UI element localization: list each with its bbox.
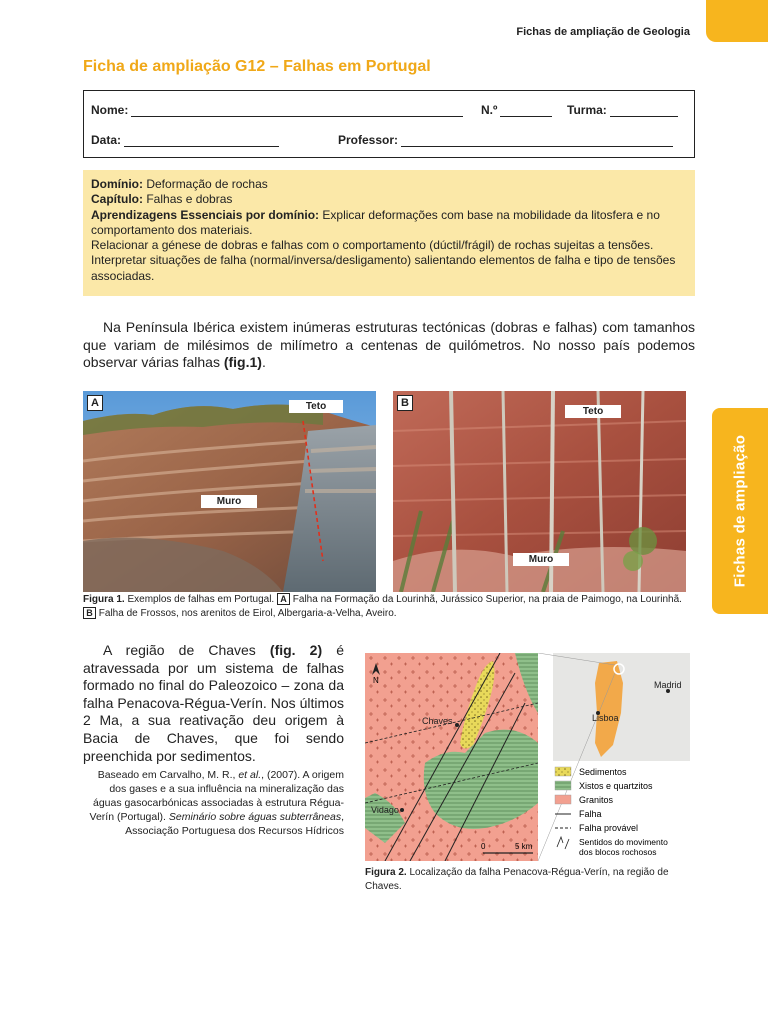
geologic-map [365,653,690,861]
side-tab [712,408,768,614]
photo-b-letter: B [397,395,413,411]
figure-2-map [365,653,690,861]
teacher-label: Professor: [338,133,399,147]
date-label: Data: [91,133,122,147]
scale-0: 0 [481,842,486,851]
header-title: Fichas de ampliação de Geologia [516,26,690,38]
legend-sedimentos: Sedimentos [579,767,627,777]
figure-1-caption-text: Exemplos de falhas em Portugal. [127,594,275,605]
chapter-value: Falhas e dobras [146,192,233,207]
photo-a-image [83,391,376,592]
north-label: N [373,676,379,685]
figure-1-caption-label: Figura 1. [83,594,125,605]
scale-5km: 5 km [515,842,533,851]
student-form [83,90,695,158]
figure-2-caption [365,866,690,894]
chaves-paragraph [83,642,344,765]
legend-granitos: Granitos [579,795,614,805]
intro-paragraph [83,319,695,372]
photo-a [83,391,376,592]
legend-sentidos-2: dos blocos rochosos [579,847,657,857]
chaves-figure-ref: (fig. 2) [269,642,323,658]
reference-journal: Seminário sobre águas subterrâneas [168,811,342,823]
name-field[interactable] [91,103,463,117]
chaves-text-1: A região de Chaves [103,642,270,658]
chaves-label: Chaves [422,716,453,726]
learning-line-2: Relacionar a génese de dobras e falhas com o comportamento (dúctil/frágil) de rochas sujeitas a tensões. [91,238,654,253]
figure-2-caption-text: Localização da falha Penacova-Régua-Verín, na região de Chaves. [365,867,669,892]
figure-1-caption [83,593,683,621]
domain-value: Deformação de rochas [146,177,268,191]
teacher-field[interactable] [338,133,673,147]
photo-a-letter: A [87,395,103,411]
intro-end: . [261,354,266,371]
number-label: N.º [481,103,498,117]
reference-c: , Associação Portuguesa dos Recursos Hídricos [125,811,344,837]
learning-label: Aprendizagens Essenciais por domínio: [91,207,320,222]
learning-info-box [83,170,695,296]
domain-label: Domínio: [91,177,143,191]
legend-falha-provavel: Falha provável [579,823,639,833]
learning-value: Explicar deformações com base na mobilidade da litosfera e no comportamento dos materiais. [91,207,660,237]
legend-xistos: Xistos e quartzitos [579,781,653,791]
chapter-label: Capítulo: [91,192,143,207]
reference-etal: et al. [238,769,262,781]
learning-line-3: Interpretar situações de falha (normal/inversa/desligamento) salientando elementos de falha e tipo de tensões associadas. [91,253,676,283]
name-label: Nome: [91,103,129,117]
page-title: Ficha de ampliação G12 – Falhas em Portugal [83,58,431,75]
madrid-label: Madrid [654,680,682,690]
photo-b [393,391,686,592]
photo-a-teto-label: Teto [289,400,343,413]
photo-b-muro-label: Muro [513,553,569,566]
intro-figure-ref: (fig.1) [223,354,262,371]
reference-b: , (2007). A origem dos gases e a sua influência na mineralização das águas gasocarbónicas associadas à estrutura Régua-Verín (Portugal). [89,769,344,823]
date-field[interactable] [91,133,279,147]
intro-text: Na Península Ibérica existem inúmeras estruturas tectónicas (dobras e falhas) com tamanhos que variam de milésimos de milímetro a centenas de quilómetros. No nosso país podemos observar várias falhas [83,319,695,371]
legend-falha: Falha [579,809,602,819]
reference-a: Baseado em Carvalho, M. R., [97,769,239,781]
caption-b-text: Falha de Frossos, nos arenitos de Eirol, Albergaria-a-Velha, Aveiro. [98,608,397,619]
chaves-text-2: é atravessada por um sistema de falhas formado no final do Paleozoico – zona da falha Penacova-Régua-Verín. Nos últimos 2 Ma, a sua reativação deu origem à Bacia de Chaves, que foi sendo preenchida por sedimentos. [83,642,344,764]
class-field[interactable] [567,103,678,117]
class-label: Turma: [567,103,607,117]
side-tab-label: Fichas de ampliação [731,434,749,588]
legend-sentidos-1: Sentidos do movimento [579,837,668,847]
caption-a-text: Falha na Formação da Lourinhã, Jurássico Superior, na praia de Paimogo, na Lourinhã. [292,594,682,605]
header-tab [706,0,768,42]
caption-a-letter: A [277,593,290,605]
number-field[interactable] [481,103,552,117]
photo-a-muro-label: Muro [201,495,257,508]
caption-b-letter: B [83,607,96,619]
reference [83,768,344,838]
photo-b-teto-label: Teto [565,405,621,418]
lisboa-label: Lisboa [592,713,619,723]
vidago-label: Vidago [371,805,399,815]
figure-2-caption-label: Figura 2. [365,867,407,878]
